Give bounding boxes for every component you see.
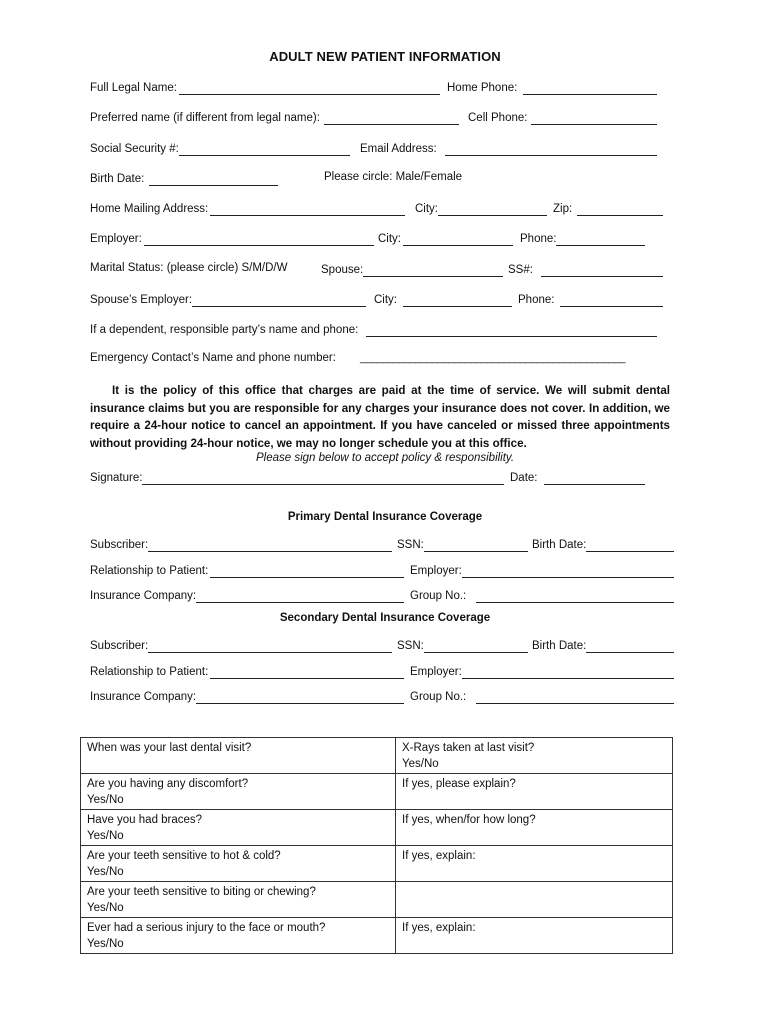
email-line[interactable]: [445, 143, 657, 156]
history-detail-cell[interactable]: [396, 810, 673, 846]
dental-history-table: [80, 737, 673, 954]
primary-subscriber-field[interactable]: [90, 536, 392, 552]
history-question-cell[interactable]: [81, 810, 396, 846]
secondary-birth-date-field[interactable]: [532, 637, 674, 653]
signature-date-field[interactable]: [510, 469, 645, 485]
secondary-group-line[interactable]: [476, 691, 674, 704]
row-marital: [90, 261, 665, 277]
primary-group-field[interactable]: [410, 587, 674, 603]
policy-note: Please sign below to accept policy & responsibility.: [255, 452, 515, 464]
question-answer: Yes/No: [87, 866, 124, 878]
home-address-label: Home Mailing Address:: [90, 203, 209, 215]
primary-company-label: Insurance Company:: [90, 590, 197, 602]
row-emergency: [90, 351, 670, 367]
ssn-label: Social Security #:: [90, 143, 179, 155]
history-question-cell[interactable]: [81, 846, 396, 882]
history-detail-cell[interactable]: [396, 918, 673, 954]
secondary-employer-line[interactable]: [462, 666, 674, 679]
spouse-ss-line[interactable]: [541, 264, 663, 277]
row-primary-relationship: [90, 562, 675, 578]
question-answer: Yes/No: [87, 794, 124, 806]
primary-relationship-line[interactable]: [210, 565, 404, 578]
home-address-field[interactable]: [90, 200, 405, 216]
employer-phone-label: Phone:: [520, 233, 557, 245]
birth-date-label: Birth Date:: [90, 173, 145, 185]
secondary-ssn-field[interactable]: [397, 637, 528, 653]
history-detail-cell[interactable]: [396, 738, 673, 774]
detail-text: If yes, when/for how long?: [402, 814, 536, 826]
primary-ssn-label: SSN:: [397, 539, 424, 551]
table-row: [81, 738, 673, 774]
history-question-cell[interactable]: [81, 918, 396, 954]
secondary-subscriber-field[interactable]: [90, 637, 392, 653]
form-title: ADULT NEW PATIENT INFORMATION: [269, 49, 501, 64]
secondary-employer-label: Employer:: [410, 666, 462, 678]
spouse-field[interactable]: [321, 261, 503, 277]
detail-text: If yes, explain:: [402, 922, 476, 934]
address-city-field[interactable]: [415, 200, 547, 216]
question-answer: Yes/No: [87, 902, 124, 914]
row-secondary-relationship: [90, 663, 675, 679]
row-spouse-employer: [90, 291, 665, 307]
dependent-line[interactable]: [366, 324, 657, 337]
question-answer: Yes/No: [87, 830, 124, 842]
history-detail-cell[interactable]: [396, 774, 673, 810]
primary-employer-label: Employer:: [410, 565, 462, 577]
primary-ssn-field[interactable]: [397, 536, 528, 552]
row-ssn-email: [90, 140, 660, 156]
ssn-field[interactable]: [90, 140, 350, 156]
primary-employer-line[interactable]: [462, 565, 674, 578]
home-phone-field[interactable]: [447, 79, 657, 95]
table-row: [81, 918, 673, 954]
emergency-contact-line[interactable]: ________________________________________________: [360, 352, 625, 364]
employer-city-field[interactable]: [378, 230, 513, 246]
payment-policy: [90, 382, 670, 452]
spouse-employer-line[interactable]: [192, 294, 366, 307]
question-text: Are you having any discomfort?: [87, 778, 249, 790]
zip-field[interactable]: [553, 200, 663, 216]
email-field[interactable]: [360, 140, 657, 156]
secondary-ssn-label: SSN:: [397, 640, 424, 652]
table-row: [81, 882, 673, 918]
home-phone-line[interactable]: [523, 82, 657, 95]
spouse-employer-field[interactable]: [90, 291, 366, 307]
email-label: Email Address:: [360, 143, 437, 155]
spouse-ss-label: SS#:: [508, 264, 533, 276]
emergency-contact-label: Emergency Contact’s Name and phone number:: [90, 352, 336, 364]
row-employer: [90, 230, 650, 246]
row-dependent: [90, 321, 660, 337]
spouse-phone-line[interactable]: [560, 294, 663, 307]
preferred-name-line[interactable]: [324, 112, 459, 125]
primary-birth-date-field[interactable]: [532, 536, 674, 552]
row-preferred-cell: [90, 109, 660, 125]
policy-text: It is the policy of this office that charges are paid at the time of service. We will submit dental insurance claims but you are responsible for any charges your insurance does not cover. In addition, we require a 24-hour notice to cancel an appointment. If you have canceled or missed three appointments without providing 24-hour notice, we may no longer schedule you at this office.: [90, 384, 670, 450]
row-birth-gender: [90, 170, 660, 186]
history-question-cell[interactable]: [81, 882, 396, 918]
question-text: When was your last dental visit?: [87, 742, 252, 754]
full-legal-name-label: Full Legal Name:: [90, 82, 177, 94]
employer-label: Employer:: [90, 233, 142, 245]
employer-line[interactable]: [144, 233, 374, 246]
signature-field[interactable]: [90, 469, 504, 485]
spouse-label: Spouse:: [321, 264, 364, 276]
primary-group-line[interactable]: [476, 590, 674, 603]
signature-date-label: Date:: [510, 472, 538, 484]
primary-relationship-field[interactable]: [90, 562, 404, 578]
zip-label: Zip:: [553, 203, 573, 215]
table-row: [81, 810, 673, 846]
cell-phone-line[interactable]: [531, 112, 657, 125]
cell-phone-field[interactable]: [468, 109, 657, 125]
full-legal-name-line[interactable]: [179, 82, 440, 95]
secondary-subscriber-label: Subscriber:: [90, 640, 149, 652]
secondary-employer-field[interactable]: [410, 663, 674, 679]
primary-employer-field[interactable]: [410, 562, 674, 578]
ssn-line[interactable]: [179, 143, 350, 156]
row-secondary-subscriber: [90, 637, 675, 653]
row-name-home-phone: [90, 79, 660, 95]
spouse-city-label: City:: [374, 294, 397, 306]
primary-birth-date-label: Birth Date:: [532, 539, 587, 551]
history-detail-cell[interactable]: [396, 882, 673, 918]
row-address: [90, 200, 665, 216]
secondary-relationship-field[interactable]: [90, 663, 404, 679]
preferred-name-field[interactable]: [90, 109, 459, 125]
secondary-relationship-line[interactable]: [210, 666, 404, 679]
spouse-city-line[interactable]: [403, 294, 512, 307]
cell-phone-label: Cell Phone:: [468, 112, 528, 124]
preferred-name-label: Preferred name (if different from legal name):: [90, 112, 320, 124]
dependent-label: If a dependent, responsible party’s name and phone:: [90, 324, 359, 336]
primary-insurance-heading: Primary Dental Insurance Coverage: [287, 511, 483, 523]
address-city-label: City:: [415, 203, 438, 215]
history-question-cell[interactable]: [81, 774, 396, 810]
spouse-phone-label: Phone:: [518, 294, 555, 306]
row-secondary-company: [90, 688, 675, 704]
detail-answer: Yes/No: [402, 758, 439, 770]
employer-field[interactable]: [90, 230, 374, 246]
secondary-company-field[interactable]: [90, 688, 404, 704]
primary-company-line[interactable]: [196, 590, 404, 603]
spouse-employer-label: Spouse’s Employer:: [90, 294, 193, 306]
secondary-group-field[interactable]: [410, 688, 674, 704]
employer-city-line[interactable]: [403, 233, 513, 246]
signature-line[interactable]: [142, 472, 504, 485]
primary-relationship-label: Relationship to Patient:: [90, 565, 209, 577]
detail-text: X-Rays taken at last visit?: [402, 742, 535, 754]
question-text: Have you had braces?: [87, 814, 203, 826]
row-signature: [90, 469, 650, 485]
secondary-company-line[interactable]: [196, 691, 404, 704]
history-question-cell[interactable]: [81, 738, 396, 774]
employer-phone-field[interactable]: [520, 230, 645, 246]
secondary-company-label: Insurance Company:: [90, 691, 197, 703]
marital-status-circle[interactable]: Marital Status: (please circle) S/M/D/W: [90, 262, 288, 274]
employer-phone-line[interactable]: [556, 233, 645, 246]
birth-date-field[interactable]: [90, 170, 278, 186]
row-primary-company: [90, 587, 675, 603]
detail-text: If yes, please explain?: [402, 778, 516, 790]
address-city-line[interactable]: [438, 203, 547, 216]
spouse-ss-field[interactable]: [508, 261, 663, 277]
secondary-birth-date-line[interactable]: [586, 640, 674, 653]
home-address-line[interactable]: [210, 203, 405, 216]
question-text: Ever had a serious injury to the face or mouth?: [87, 922, 326, 934]
spouse-line[interactable]: [363, 264, 503, 277]
table-row: [81, 774, 673, 810]
dependent-field[interactable]: [90, 321, 657, 337]
detail-text: If yes, explain:: [402, 850, 476, 862]
primary-subscriber-line[interactable]: [148, 539, 392, 552]
secondary-subscriber-line[interactable]: [148, 640, 392, 653]
secondary-birth-date-label: Birth Date:: [532, 640, 587, 652]
row-primary-subscriber: [90, 536, 675, 552]
secondary-relationship-label: Relationship to Patient:: [90, 666, 209, 678]
primary-ssn-line[interactable]: [424, 539, 528, 552]
primary-group-label: Group No.:: [410, 590, 467, 602]
full-legal-name-field[interactable]: [90, 79, 440, 95]
home-phone-label: Home Phone:: [447, 82, 518, 94]
employer-city-label: City:: [378, 233, 401, 245]
question-text: Are your teeth sensitive to biting or chewing?: [87, 886, 316, 898]
table-row: [81, 846, 673, 882]
secondary-ssn-line[interactable]: [424, 640, 528, 653]
history-detail-cell[interactable]: [396, 846, 673, 882]
question-answer: Yes/No: [87, 938, 124, 950]
signature-date-line[interactable]: [544, 472, 646, 485]
spouse-phone-field[interactable]: [518, 291, 663, 307]
spouse-city-field[interactable]: [374, 291, 512, 307]
gender-circle[interactable]: Please circle: Male/Female: [324, 171, 463, 183]
primary-birth-date-line[interactable]: [586, 539, 674, 552]
primary-subscriber-label: Subscriber:: [90, 539, 149, 551]
primary-company-field[interactable]: [90, 587, 404, 603]
secondary-insurance-heading: Secondary Dental Insurance Coverage: [279, 612, 491, 624]
question-text: Are your teeth sensitive to hot & cold?: [87, 850, 281, 862]
birth-date-line[interactable]: [149, 173, 278, 186]
secondary-group-label: Group No.:: [410, 691, 467, 703]
zip-line[interactable]: [577, 203, 663, 216]
signature-label: Signature:: [90, 472, 143, 484]
